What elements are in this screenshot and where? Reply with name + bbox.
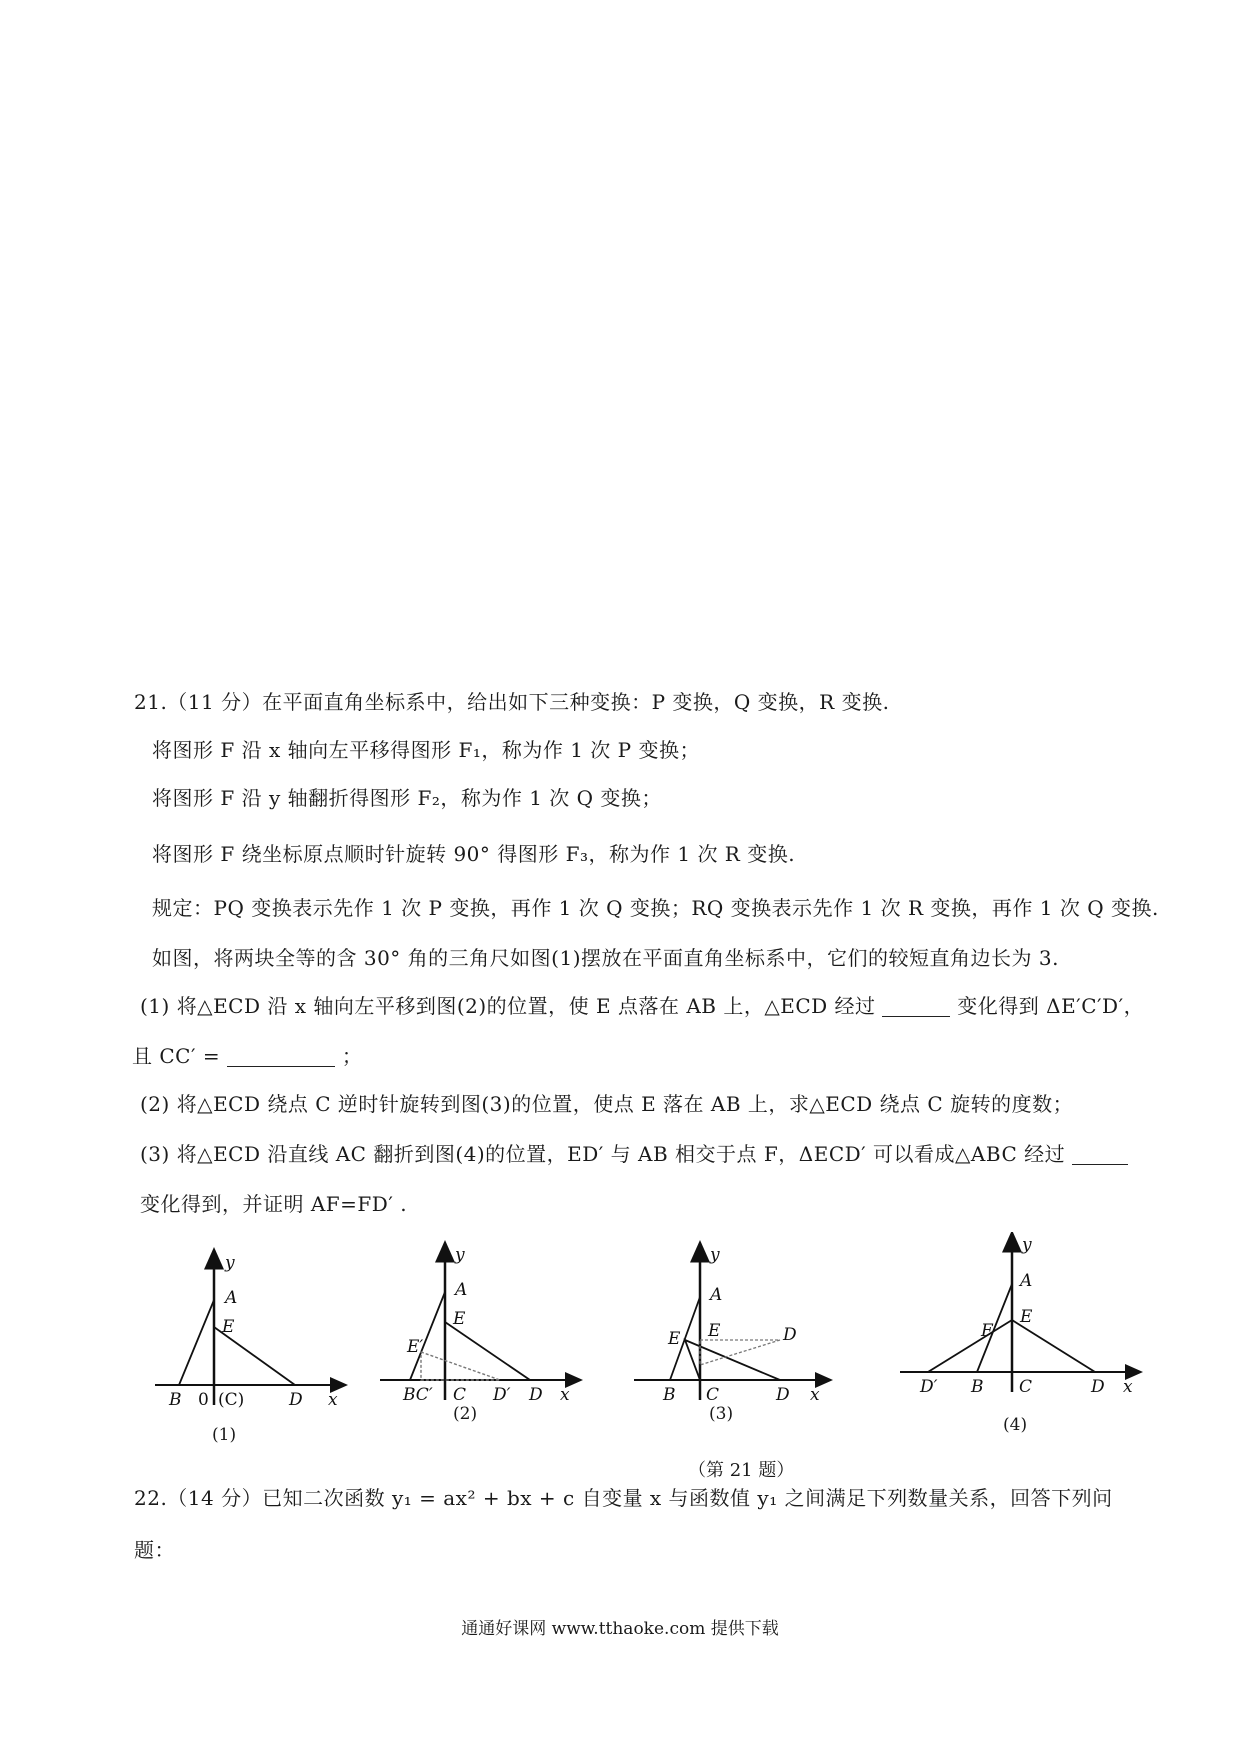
q21-regulation: 规定：PQ 变换表示先作 1 次 P 变换，再作 1 次 Q 变换；RQ 变换表示先作 1 次 R 变换，再作 1 次 Q 变换. xyxy=(152,896,1159,920)
fig4-label-f: F xyxy=(981,1321,993,1341)
q21-part1-text-b: 变化得到 ΔE′C′D′， xyxy=(957,994,1145,1018)
fig3-label-x: x xyxy=(810,1385,820,1405)
q21-rule-q: 将图形 F 沿 y 轴翻折得图形 F₂，称为作 1 次 Q 变换； xyxy=(152,786,662,810)
fig3-label-b: B xyxy=(663,1385,676,1405)
fig3-label-e-rotated: E xyxy=(668,1329,681,1349)
fig2-triangle-ecd xyxy=(445,1322,530,1380)
fig4-label-y: y xyxy=(1022,1235,1032,1255)
q21-part2: (2) 将△ECD 绕点 C 逆时针旋转到图(3)的位置，使点 E 落在 AB 上，求△ECD 绕点 C 旋转的度数； xyxy=(140,1092,1074,1116)
fig2-label-e-prime: E′ xyxy=(407,1337,424,1357)
fig1-label-e: E xyxy=(222,1317,235,1337)
q21-part1-text-a: (1) 将△ECD 沿 x 轴向左平移到图(2)的位置，使 E 点落在 AB 上，△ECD 经过 xyxy=(140,994,876,1018)
fig2-label-d: D xyxy=(529,1385,543,1405)
q21-rule-p: 将图形 F 沿 x 轴向左平移得图形 F₁，称为作 1 次 P 变换； xyxy=(152,738,700,762)
fig3-label-a: A xyxy=(710,1285,723,1305)
fig1-label-o: 0 xyxy=(198,1390,209,1410)
fig3-triangle-original xyxy=(700,1340,780,1365)
fig3-label-y: y xyxy=(710,1245,720,1265)
fig2-label-a: A xyxy=(455,1280,468,1300)
fig2-caption: (2) xyxy=(453,1404,478,1424)
fig1-triangle-abc xyxy=(179,1300,214,1385)
figure-4 xyxy=(895,1232,1145,1402)
fig4-label-b: B xyxy=(971,1377,984,1397)
q21-part3-line1 xyxy=(140,1138,1128,1167)
fig3-caption: (3) xyxy=(709,1404,734,1424)
fig2-label-d-prime: D′ xyxy=(493,1385,511,1405)
fig2-label-e: E xyxy=(453,1309,466,1329)
q21-setup: 如图，将两块全等的含 30° 角的三角尺如图(1)摆放在平面直角坐标系中，它们的较短直角边长为 3. xyxy=(152,946,1059,970)
fig4-label-x: x xyxy=(1123,1377,1133,1397)
fig4-triangle-ecd-prime xyxy=(928,1320,1012,1372)
fig1-label-b: B xyxy=(169,1390,182,1410)
figure-1 xyxy=(145,1245,355,1415)
fig2-label-x: x xyxy=(560,1385,570,1405)
fig1-caption: (1) xyxy=(212,1425,237,1445)
fig4-caption: (4) xyxy=(1003,1415,1028,1435)
fig1-label-x: x xyxy=(328,1390,338,1410)
q22-line2: 题： xyxy=(134,1538,175,1562)
q21-part3-blank[interactable] xyxy=(1072,1144,1128,1165)
fig4-label-e: E xyxy=(1020,1307,1033,1327)
figure-2 xyxy=(375,1240,585,1410)
fig1-label-c: (C) xyxy=(218,1390,245,1410)
q21-part1-end: ； xyxy=(341,1044,363,1068)
fig4-label-a: A xyxy=(1020,1271,1033,1291)
page-footer: 通通好课网 www.tthaoke.com 提供下载 xyxy=(461,1619,779,1639)
q21-part1-line2 xyxy=(132,1040,362,1069)
fig2-triangle-ecd-prime xyxy=(421,1352,500,1380)
figure-3 xyxy=(630,1240,840,1410)
fig3-label-d: D xyxy=(776,1385,790,1405)
fig1-label-y: y xyxy=(225,1253,235,1273)
fig4-label-d-prime: D′ xyxy=(920,1377,938,1397)
fig3-label-d-top: D xyxy=(783,1325,797,1345)
q21-header: 21.（11 分）在平面直角坐标系中，给出如下三种变换：P 变换，Q 变换，R 变换. xyxy=(134,690,890,714)
q21-rule-r: 将图形 F 绕坐标原点顺时针旋转 90° 得图形 F₃，称为作 1 次 R 变换. xyxy=(152,842,796,866)
fig4-label-d: D xyxy=(1091,1377,1105,1397)
fig3-label-e: E xyxy=(708,1321,721,1341)
fig1-label-a: A xyxy=(225,1288,238,1308)
q21-part1-blank2[interactable] xyxy=(227,1046,335,1067)
fig1-label-d: D xyxy=(289,1390,303,1410)
q21-part3-line2: 变化得到，并证明 AF=FD′ . xyxy=(140,1192,408,1216)
fig2-triangle-abc xyxy=(410,1292,445,1380)
q21-part1-text-c: 且 CC′ = xyxy=(132,1044,221,1068)
figure-caption: （第 21 题） xyxy=(688,1460,795,1481)
q21-part1-line1 xyxy=(140,990,1144,1019)
fig3-label-c: C xyxy=(706,1385,720,1405)
q21-part1-blank1[interactable] xyxy=(882,996,950,1017)
fig2-label-y: y xyxy=(455,1245,465,1265)
fig4-triangle-ecd xyxy=(1012,1320,1095,1372)
fig2-label-c: C xyxy=(453,1385,467,1405)
q22-line1: 22.（14 分）已知二次函数 y₁ = ax² + bx + c 自变量 x 与函数值 y₁ 之间满足下列数量关系，回答下列问 xyxy=(134,1486,1113,1510)
fig2-label-bc: BC′ xyxy=(403,1385,433,1405)
fig4-label-c: C xyxy=(1019,1377,1033,1397)
q21-part3-text-a: (3) 将△ECD 沿直线 AC 翻折到图(4)的位置，ED′ 与 AB 相交于点 F，ΔECD′ 可以看成△ABC 经过 xyxy=(140,1142,1066,1166)
